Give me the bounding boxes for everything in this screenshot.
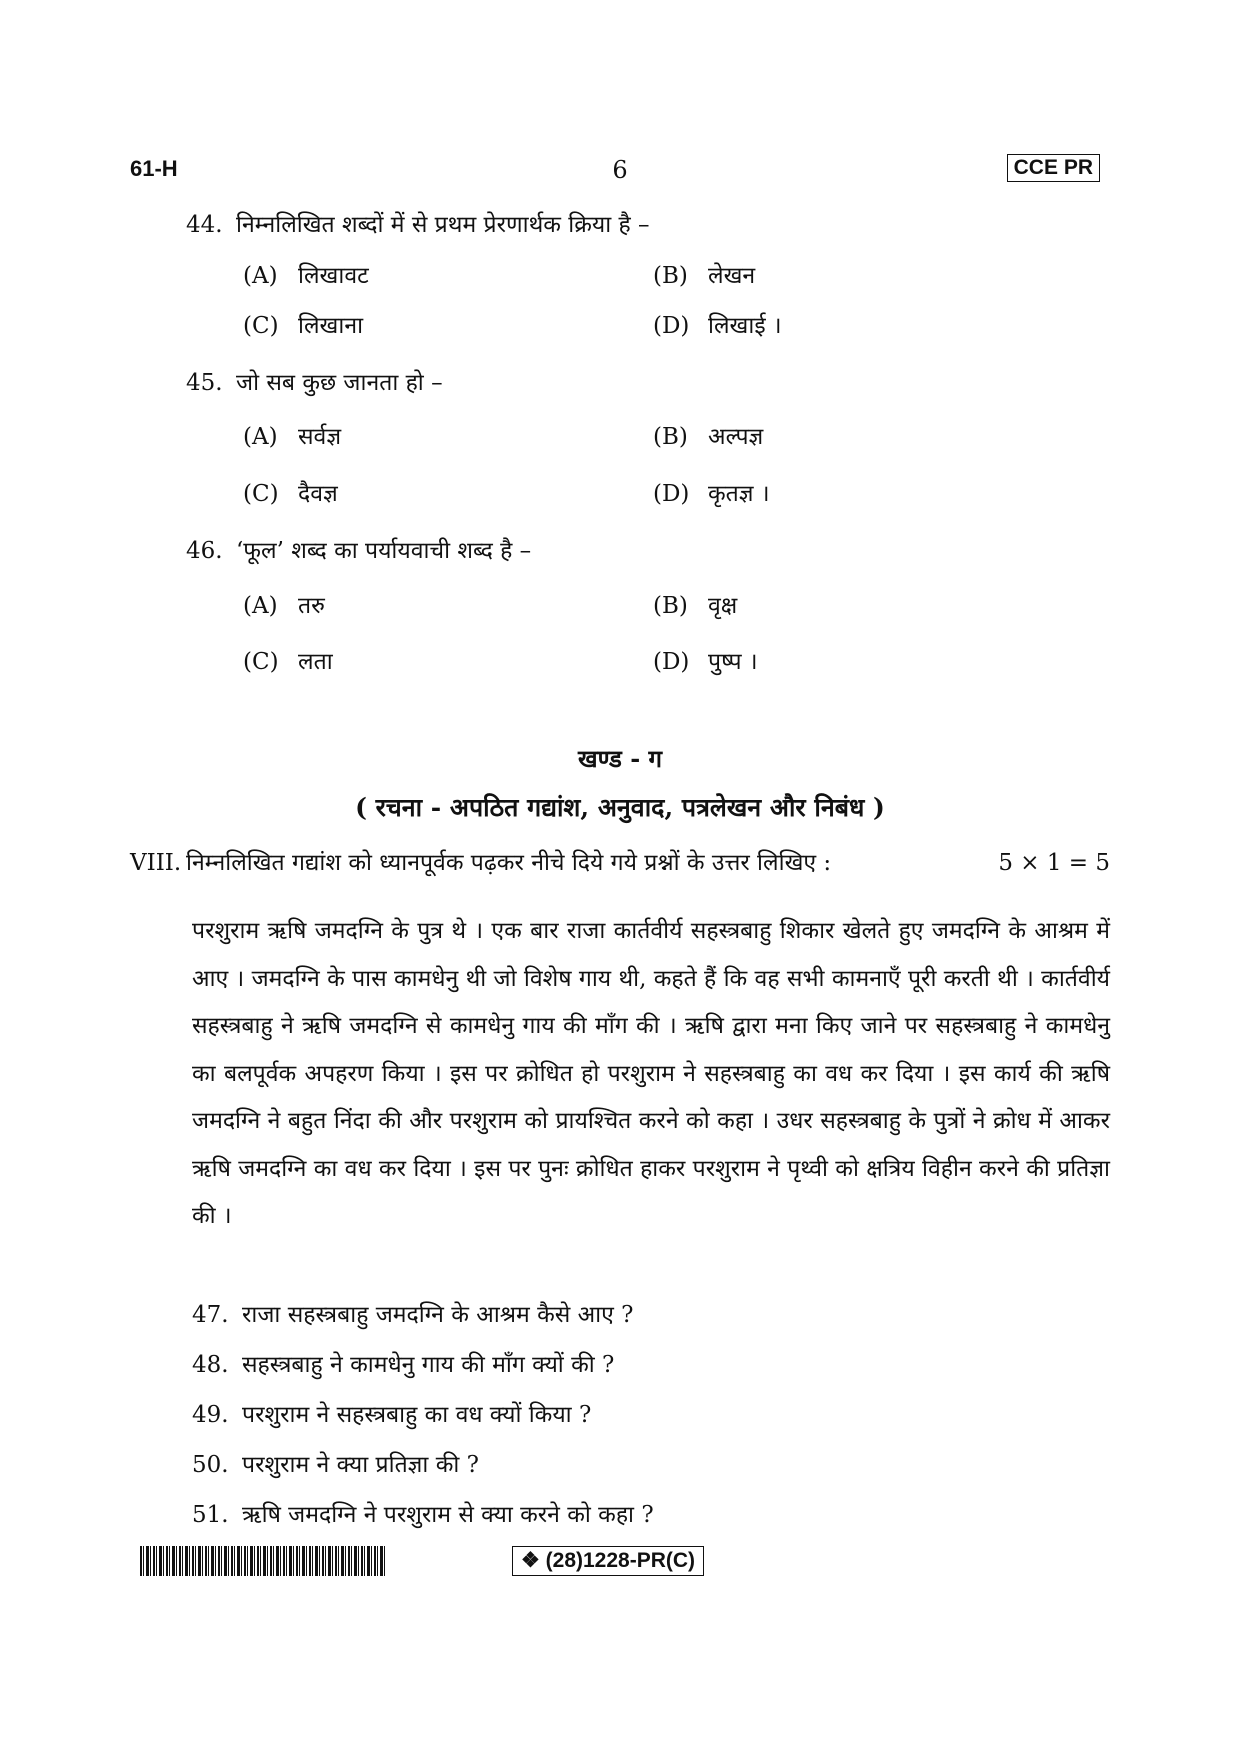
option-text: दैवज्ञ: [298, 481, 338, 507]
question-text: ऋषि जमदग्नि ने परशुराम से क्या करने को कहा ?: [242, 1502, 654, 1528]
option-label: (A): [243, 424, 278, 450]
question-47: [192, 1300, 633, 1330]
option-text: लिखावट: [298, 263, 369, 289]
option-46-a: [243, 591, 325, 621]
question-text: निम्नलिखित शब्दों में से प्रथम प्रेरणार्थक क्रिया है –: [236, 212, 650, 238]
option-text: तरु: [298, 593, 325, 619]
option-46-b: [653, 591, 737, 621]
question-text: सहस्त्रबाहु ने कामधेनु गाय की माँग क्यों की ?: [242, 1352, 615, 1378]
option-46-c: [243, 647, 333, 677]
option-label: (C): [243, 313, 279, 339]
question-number: 48.: [192, 1352, 229, 1378]
option-44-d: [653, 311, 782, 341]
option-text: लेखन: [708, 263, 756, 289]
question-text: राजा सहस्त्रबाहु जमदग्नि के आश्रम कैसे आए ?: [242, 1302, 634, 1328]
option-label: (C): [243, 649, 279, 675]
option-45-b: [653, 422, 763, 452]
paper-code: 61-H: [130, 156, 178, 181]
option-44-c: [243, 311, 363, 341]
option-text: लता: [298, 649, 333, 675]
option-label: (A): [243, 593, 278, 619]
question-number: 50.: [192, 1452, 229, 1478]
question-50: [192, 1450, 479, 1480]
question-51: [192, 1500, 654, 1530]
question-44: [186, 210, 650, 240]
question-46: [186, 536, 531, 566]
option-45-a: [243, 422, 341, 452]
question-text: जो सब कुछ जानता हो –: [236, 370, 443, 396]
instruction-text: निम्नलिखित गद्यांश को ध्यानपूर्वक पढ़कर नीचे दिये गये प्रश्नों के उत्तर लिखिए :: [186, 850, 832, 876]
page-number: 6: [612, 156, 628, 184]
option-text: लिखाई ।: [708, 313, 782, 339]
cce-badge: CCE PR: [1007, 154, 1100, 182]
marks-scheme: 5 × 1 = 5: [998, 850, 1110, 876]
question-48: [192, 1350, 614, 1380]
option-label: (D): [653, 481, 690, 507]
barcode: [140, 1546, 386, 1576]
option-44-b: [653, 261, 755, 291]
option-45-d: [653, 479, 770, 509]
question-number: 46.: [186, 538, 223, 564]
question-text: परशुराम ने क्या प्रतिज्ञा की ?: [242, 1452, 479, 1478]
option-text: पुष्प ।: [708, 649, 758, 675]
option-label: (A): [243, 263, 278, 289]
question-number: 51.: [192, 1502, 229, 1528]
option-label: (C): [243, 481, 279, 507]
question-45: [186, 368, 443, 398]
question-text: परशुराम ने सहस्त्रबाहु का वध क्यों किया ?: [242, 1402, 592, 1428]
section-subtitle: ( रचना - अपठित गद्यांश, अनुवाद, पत्रलेखन और निबंध ): [355, 793, 885, 822]
question-number: 44.: [186, 212, 223, 238]
option-label: (B): [653, 263, 688, 289]
option-label: (D): [653, 649, 690, 675]
section-title: खण्ड - ग: [577, 744, 663, 773]
passage-text: परशुराम ऋषि जमदग्नि के पुत्र थे । एक बार राजा कार्तवीर्य सहस्त्रबाहु शिकार खेलते हुए जमदग्नि के आश्रम में आए । जमदग्नि के पास कामधेनु थी जो विशेष गाय थी, कहते हैं कि वह सभी कामनाएँ पूरी करती थी । कार्तवीर्य सहस्त्रबाहु ने ऋषि जमदग्नि से कामधेनु गाय की माँग की । ऋषि द्वारा मना किए जाने पर सहस्त्रबाहु ने कामधेनु का बलपूर्वक अपहरण किया । इस पर क्रोधित हो परशुराम ने सहस्त्रबाहु का वध कर दिया । इस कार्य की ऋषि जमदग्नि ने बहुत निंदा की और परशुराम को प्रायश्चित करने को कहा । उधर सहस्त्रबाहु के पुत्रों ने क्रोध में आकर ऋषि जमदग्नि का वध कर दिया । इस पर पुनः क्रोधित हाकर परशुराम ने पृथ्वी को क्षत्रिय विहीन करने की प्रतिज्ञा की ।: [192, 918, 1110, 1229]
option-label: (B): [653, 593, 688, 619]
question-text: ‘फूल’ शब्द का पर्यायवाची शब्द है –: [236, 538, 532, 564]
option-text: लिखाना: [298, 313, 364, 339]
option-text: कृतज्ञ ।: [708, 481, 770, 507]
roman-numeral: VIII.: [130, 850, 182, 876]
question-49: [192, 1400, 591, 1430]
instruction-viii: [130, 848, 1110, 878]
option-text: वृक्ष: [708, 593, 738, 619]
option-text: सर्वज्ञ: [298, 424, 342, 450]
option-label: (B): [653, 424, 688, 450]
unseen-passage: [192, 908, 1110, 1241]
option-46-d: [653, 647, 758, 677]
option-label: (D): [653, 313, 690, 339]
question-number: 47.: [192, 1302, 229, 1328]
option-44-a: [243, 261, 369, 291]
option-text: अल्पज्ञ: [708, 424, 764, 450]
question-number: 49.: [192, 1402, 229, 1428]
option-45-c: [243, 479, 338, 509]
footer-code: ❖ (28)1228-PR(C): [512, 1546, 704, 1576]
question-number: 45.: [186, 370, 223, 396]
